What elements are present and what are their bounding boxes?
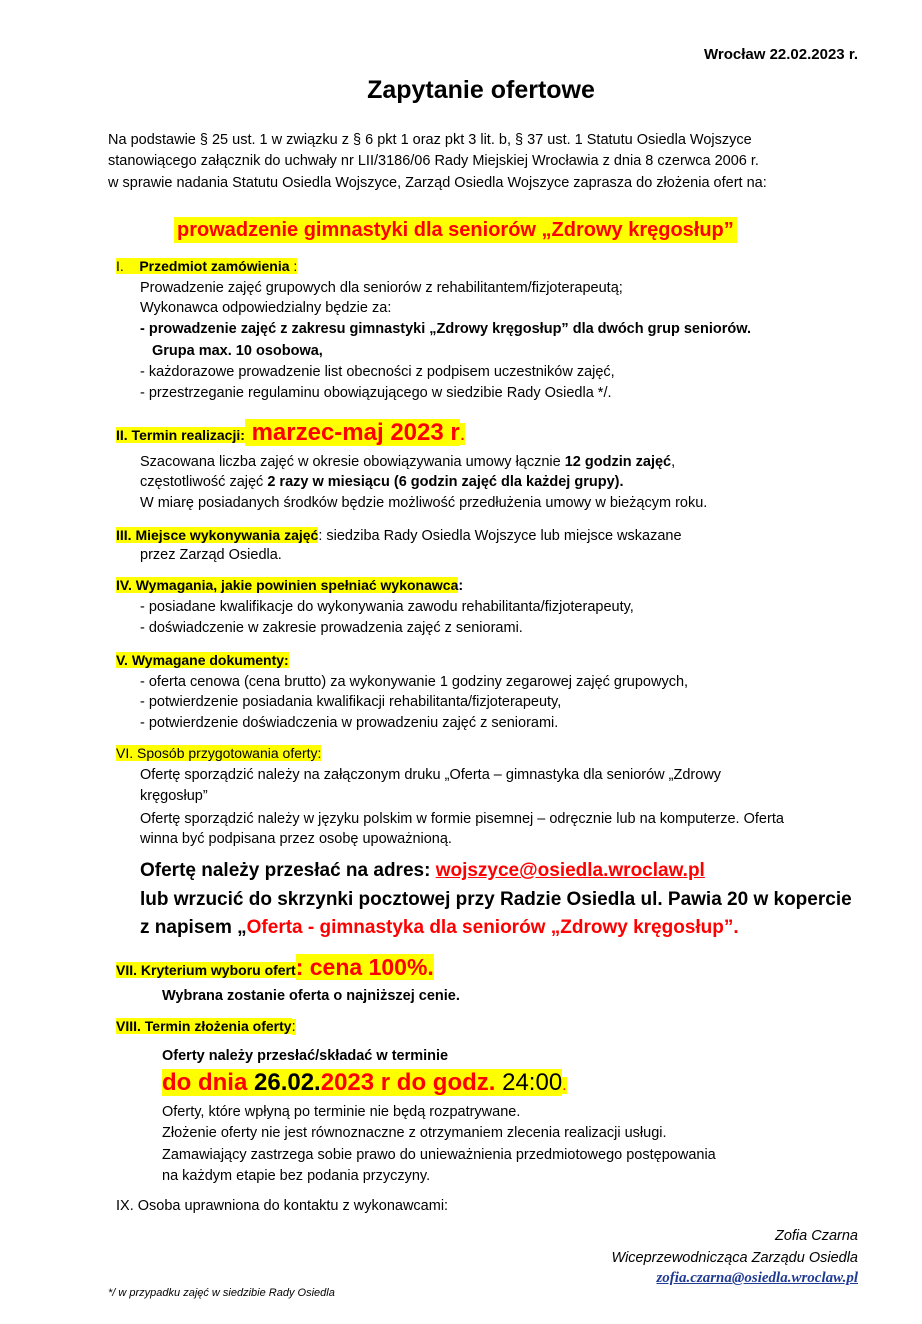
deadline: do dnia 26.02.2023 r do godz. 24:00. [162, 1069, 567, 1096]
section-8-line: Zamawiający zastrzega sobie prawo do unieważnienia przedmiotowego postępowania [162, 1147, 716, 1163]
section-7-heading: VII. Kryterium wyboru ofert: cena 100%. [116, 954, 434, 980]
section-8-title: VIII. Termin złożenia oferty [116, 1018, 292, 1034]
section-2-term: marzec-maj 2023 r [251, 419, 460, 446]
section-9-heading: IX. Osoba uprawniona do kontaktu z wykonawcami: [116, 1198, 449, 1214]
section-6-heading [116, 743, 321, 764]
section-6-line: winna być podpisana przez osobę upoważnioną. [140, 831, 452, 847]
section-8-line: na każdym etapie bez podania przyczyny. [162, 1168, 431, 1184]
section-3-text: : siedziba Rady Osiedla Wojszyce lub miejsce wskazane [318, 528, 682, 544]
section-3-heading [116, 525, 682, 546]
document-title: Zapytanie ofertowe [367, 76, 595, 104]
section-3-line: przez Zarząd Osiedla. [140, 547, 282, 563]
section-5-heading [116, 650, 289, 671]
section-4-title: IV. Wymagania, jakie powinien spełniać wykonawca [116, 577, 459, 593]
section-2-line: częstotliwość zajęć 2 razy w miesiącu (6 godzin zajęć dla każdej grupy). [140, 474, 624, 490]
send-mailbox-line: lub wrzucić do skrzynki pocztowej przy Radzie Osiedla ul. Pawia 20 w kopercie [140, 889, 852, 910]
section-8-heading: VIII. Termin złożenia oferty: [116, 1018, 296, 1035]
deadline-time: 24:00 [502, 1069, 563, 1096]
signature-role: Wiceprzewodnicząca Zarządu Osiedla [611, 1250, 858, 1266]
section-6-title: VI. Sposób przygotowania oferty: [116, 745, 322, 761]
section-1-line: Wykonawca odpowiedzialny będzie za: [140, 300, 392, 316]
section-7-note: Wybrana zostanie oferta o najniższej cenie. [162, 988, 460, 1004]
section-5-line: - potwierdzenie doświadczenia w prowadzeniu zajęć z seniorami. [140, 715, 559, 731]
section-5-title: V. Wymagane dokumenty: [116, 652, 289, 668]
section-4-line: - posiadane kwalifikacje do wykonywania zawodu rehabilitanta/fizjoterapeuty, [140, 599, 634, 615]
intro-line: w sprawie nadania Statutu Osiedla Wojszyce, Zarząd Osiedla Wojszyce zaprasza do złożenia ofert na: [108, 175, 767, 191]
signature-name: Zofia Czarna [774, 1228, 858, 1244]
contact-email-link[interactable]: wojszyce@osiedla.wroclaw.pl [435, 860, 705, 881]
section-2-line: Szacowana liczba zajęć w okresie obowiązywania umowy łącznie 12 godzin zajęć, [140, 454, 676, 470]
section-8-intro: Oferty należy przesłać/składać w terminie [162, 1048, 449, 1064]
section-2-dot: . [459, 423, 466, 445]
section-1-line: - prowadzenie zajęć z zakresu gimnastyki „Zdrowy kręgosłup” dla dwóch grup seniorów. [140, 321, 752, 337]
section-6-line: Ofertę sporządzić należy w języku polskim w formie pisemnej – odręcznie lub na komputerze. Oferta [140, 811, 784, 827]
send-address-line: Ofertę należy przesłać na adres: wojszyce@osiedla.wroclaw.pl [140, 860, 705, 881]
intro-line: Na podstawie § 25 ust. 1 w związku z § 6 pkt 1 oraz pkt 3 lit. b, § 37 ust. 1 Statutu Osiedla Wojszyce [108, 132, 752, 148]
section-8-line: Oferty, które wpłyną po terminie nie będą rozpatrywane. [162, 1104, 521, 1120]
section-1-colon: : [289, 258, 298, 274]
section-8-line: Złożenie oferty nie jest równoznaczne z otrzymaniem zlecenia realizacji usługi. [162, 1125, 667, 1141]
section-2-heading [116, 418, 465, 451]
section-1-line: Prowadzenie zajęć grupowych dla seniorów z rehabilitantem/fizjoterapeutą; [140, 280, 623, 296]
section-6-line: Ofertę sporządzić należy na załączonym druku „Oferta – gimnastyka dla seniorów „Zdrowy [140, 767, 722, 783]
section-7-title: VII. Kryterium wyboru [116, 962, 265, 978]
section-4-heading: IV. Wymagania, jakie powinien spełniać wykonawca: [116, 577, 464, 594]
section-7-criterion: : cena 100%. [295, 954, 434, 980]
subject-heading: prowadzenie gimnastyki dla seniorów „Zdrowy kręgosłup” [174, 217, 737, 243]
section-1-title: Przedmiot zamówienia [139, 258, 290, 274]
section-2-line: W miarę posiadanych środków będzie możliwość przedłużenia umowy w bieżącym roku. [140, 495, 708, 511]
section-4-line: - doświadczenie w zakresie prowadzenia zajęć z seniorami. [140, 620, 523, 636]
intro-line: stanowiącego załącznik do uchwały nr LII/3186/06 Rady Miejskiej Wrocławia z dnia 8 czerwca 2006 r. [108, 153, 759, 169]
signature-email-link[interactable]: zofia.czarna@osiedla.wroclaw.pl [656, 1270, 858, 1286]
section-3-title: III. Miejsce wykonywania zajęć [116, 527, 319, 543]
section-1-line: - każdorazowe prowadzenie list obecności z podpisem uczestników zajęć, [140, 364, 615, 380]
signature-email-row [656, 1268, 858, 1288]
section-1-number: I. [116, 258, 124, 274]
document-date: Wrocław 22.02.2023 r. [704, 46, 858, 63]
section-1-line: Grupa max. 10 osobowa, [152, 343, 323, 359]
section-5-line: - oferta cenowa (cena brutto) za wykonywanie 1 godziny zegarowej zajęć grupowych, [140, 674, 689, 690]
section-2-title: II. Termin realizacji: [116, 427, 245, 443]
section-6-line: kręgosłup” [140, 788, 208, 804]
deadline-date: 26.02. [254, 1069, 321, 1096]
section-5-line: - potwierdzenie posiadania kwalifikacji rehabilitanta/fizjoterapeuty, [140, 694, 562, 710]
send-envelope-line: z napisem „Oferta - gimnastyka dla seniorów „Zdrowy kręgosłup”. [140, 917, 739, 938]
section-1-heading [116, 256, 297, 276]
footnote: */ w przypadku zajęć w siedzibie Rady Osiedla [108, 1287, 335, 1299]
section-1-line: - przestrzeganie regulaminu obowiązującego w siedzibie Rady Osiedla */. [140, 385, 612, 401]
